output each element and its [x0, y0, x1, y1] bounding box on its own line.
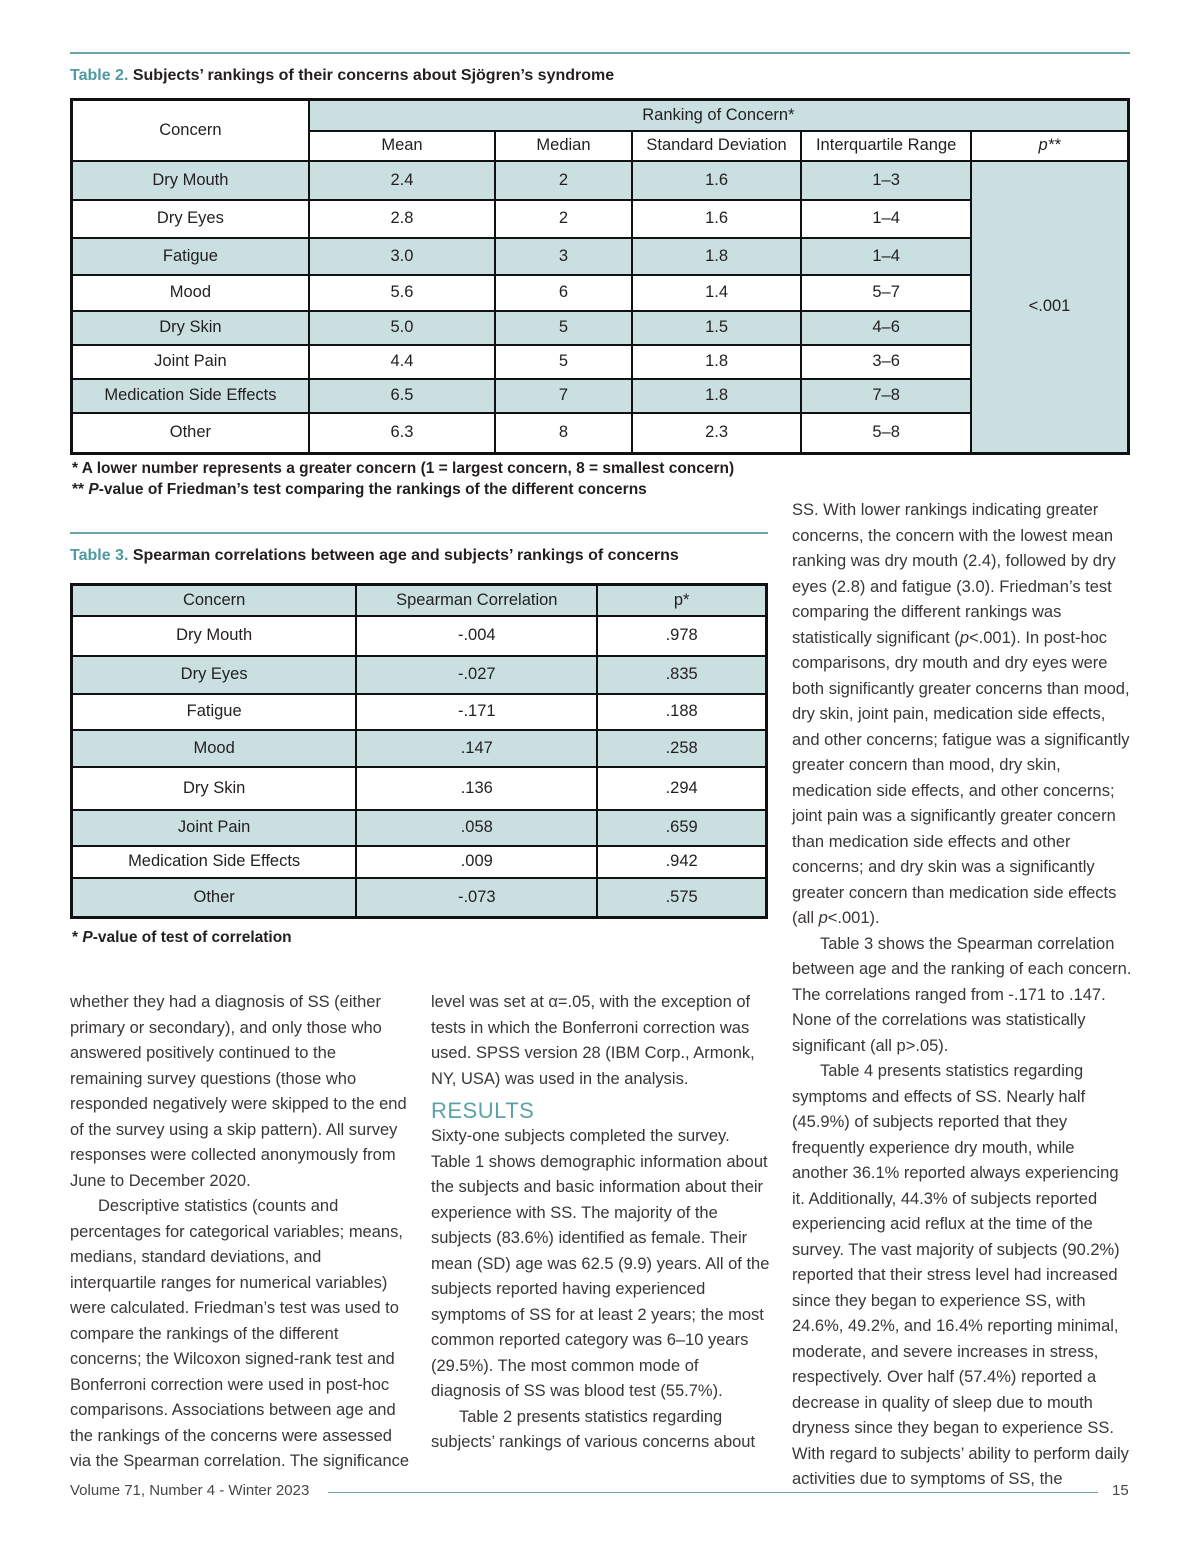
table3-cell: -.027: [356, 656, 597, 694]
table2-note1-text: * A lower number represents a greater concern (1 = largest concern, 8 = smallest concern): [72, 460, 735, 477]
table3-title: Spearman correlations between age and subjects’ rankings of concerns: [132, 547, 679, 564]
table3-cell: Medication Side Effects: [72, 846, 357, 878]
table3: [70, 583, 768, 919]
page-number: 15: [1112, 1482, 1129, 1499]
table2-cell: 1.8: [632, 379, 802, 413]
table2-cell: 5: [495, 345, 632, 379]
footer-rule: [328, 1492, 1098, 1493]
paragraph: whether they had a diagnosis of SS (either primary or secondary), and only those who answered positively continued to the remaining survey questions (those who responded negatively were skipped to the end of the survey using a skip pattern). All survey responses were collected anonymously from June to December 2020.: [70, 993, 407, 1190]
table2-cell: 4–6: [801, 311, 971, 345]
table-row: [72, 694, 767, 730]
table2-cell: 5–7: [801, 275, 971, 311]
table3-cell: .659: [597, 810, 766, 846]
body-column-3: [792, 498, 1132, 1493]
table-row: [72, 878, 767, 918]
table2-cell: 5–8: [801, 413, 971, 454]
table3-caption: [70, 546, 679, 566]
table3-cell: .575: [597, 878, 766, 918]
table2-p-value: <.001: [971, 161, 1129, 454]
table2-col-iqr: Interquartile Range: [801, 131, 971, 161]
text-run-italic: p: [959, 628, 969, 647]
table2: [70, 98, 1130, 455]
text-run: <.001). In post-hoc comparisons, dry mouth and dry eyes were both significantly greater concerns than mood, dry skin, joint pain, medication side effects, and other concerns; fatigue was a significantly greater concern than mood, dry skin, medication side effects, and other concerns; joint pain was a significantly greater concern than medication side effects and other concerns; and dry skin was a significantly greater concern than medication side effects (all: [792, 628, 1130, 927]
table3-cell: Dry Mouth: [72, 616, 357, 656]
table2-col-p: p**: [971, 131, 1129, 161]
table3-cell: .136: [356, 767, 597, 810]
table3-cell: .188: [597, 694, 766, 730]
table3-note: [72, 927, 292, 948]
paragraph: Descriptive statistics (counts and percentages for categorical variables; means, medians, standard deviations, and interquartile ranges for numerical variables) were calculated. Friedman’s test was used to compare the rankings of the different concerns; the Wilcoxon signed-rank test and Bonferroni correction were used in post-hoc comparisons. Associations between age and the rankings of the concerns were assessed via the Spearman correlation. The significance: [70, 1197, 410, 1470]
table3-cell: Other: [72, 878, 357, 918]
table2-col-median: Median: [495, 131, 632, 161]
table2-cell: 5.6: [309, 275, 495, 311]
table2-col-mean: Mean: [309, 131, 495, 161]
text-run-italic: p: [818, 909, 828, 927]
table2-cell: 5.0: [309, 311, 495, 345]
table3-cell: .942: [597, 846, 766, 878]
table3-cell: Mood: [72, 730, 357, 767]
table2-cell: Joint Pain: [72, 345, 309, 379]
table2-cell: 3–6: [801, 345, 971, 379]
paragraph: Table 3 shows the Spearman correlation between age and the ranking of each concern. The correlations ranged from -.171 to .147. None of the correlations was statistically significant (all p>.05).: [792, 934, 1132, 1055]
table2-cell: Dry Eyes: [72, 200, 309, 238]
section-heading-results: RESULTS: [431, 1098, 535, 1123]
table2-cell: 1–4: [801, 200, 971, 238]
table2-note1: [72, 458, 734, 479]
footer-journal: Volume 71, Number 4 - Winter 2023: [70, 1482, 310, 1499]
table3-cell: .258: [597, 730, 766, 767]
table-row: [72, 200, 1129, 238]
table2-cell: Dry Mouth: [72, 161, 309, 200]
table3-rule: [70, 532, 768, 534]
table-row: [72, 413, 1129, 454]
table2-cell: 1.6: [632, 161, 802, 200]
table-row: [72, 379, 1129, 413]
table-row: [72, 767, 767, 810]
table2-col-sd: Standard Deviation: [632, 131, 802, 161]
paragraph: level was set at α=.05, with the exception of tests in which the Bonferroni correction was used. SPSS version 28 (IBM Corp., Armonk, NY, USA) was used in the analysis.: [431, 993, 755, 1088]
table-row: [72, 656, 767, 694]
table-row: [72, 810, 767, 846]
table2-label: Table 2.: [70, 67, 129, 84]
table3-cell: -.073: [356, 878, 597, 918]
text-run: SS. With lower rankings indicating greater concerns, the concern with the lowest mean ranking was dry mouth (2.4), followed by dry eyes (2.8) and fatigue (3.0). Friedman’s test comparing the different rankings was statistically significant (: [792, 501, 1116, 647]
table3-col-corr: Spearman Correlation: [356, 585, 597, 616]
table3-cell: .978: [597, 616, 766, 656]
paragraph: Sixty-one subjects completed the survey. Table 1 shows demographic information about the subjects and basic information about their experience with SS. The majority of the subjects (83.6%) identified as female. Their mean (SD) age was 62.5 (9.9) years. All of the subjects reported having experienced symptoms of SS for at least 2 years; the most common reported category was 6–10 years (29.5%). The most common mode of diagnosis of SS was blood test (55.7%).: [431, 1127, 770, 1400]
table3-cell: -.004: [356, 616, 597, 656]
table2-cell: Dry Skin: [72, 311, 309, 345]
table2-header-concern: Concern: [72, 100, 309, 161]
paragraph: Table 4 presents statistics regarding symptoms and effects of SS. Nearly half (45.9%) of subjects reported that they frequently experience dry mouth, while another 36.1% reported always experiencing it. Additionally, 44.3% of subjects reported experiencing acid reflux at the time of the survey. The vast majority of subjects (90.2%) reported that their stress level had increased since they began to experience SS, with 24.6%, 49.2%, and 16.4% reporting minimal, moderate, and severe increases in stress, respectively. Over half (57.4%) reported a decrease in quality of sleep due to mouth dryness since they began to experience SS. With regard to subjects’ ability to perform daily activities due to symptoms of SS, the: [792, 1062, 1129, 1488]
body-column-2: [431, 990, 771, 1456]
table2-cell: 1–3: [801, 161, 971, 200]
table-row: [72, 730, 767, 767]
table3-cell: .835: [597, 656, 766, 694]
table2-cell: 3: [495, 238, 632, 275]
table2-cell: 2: [495, 161, 632, 200]
table2-cell: 1.5: [632, 311, 802, 345]
table2-cell: 2.8: [309, 200, 495, 238]
table2-cell: Medication Side Effects: [72, 379, 309, 413]
table3-cell: .147: [356, 730, 597, 767]
table2-cell: Mood: [72, 275, 309, 311]
table3-cell: -.171: [356, 694, 597, 730]
table2-cell: 1–4: [801, 238, 971, 275]
table-row: [72, 238, 1129, 275]
table2-cell: 5: [495, 311, 632, 345]
table2-cell: 3.0: [309, 238, 495, 275]
table2-cell: 6.5: [309, 379, 495, 413]
table2-cell: 1.6: [632, 200, 802, 238]
table2-cell: 2.3: [632, 413, 802, 454]
top-rule: [70, 52, 1130, 54]
table2-note2-p: P: [88, 481, 99, 498]
table2-cell: 2: [495, 200, 632, 238]
table2-note2-text: -value of Friedman’s test comparing the rankings of the different concerns: [98, 481, 647, 498]
table3-note-text: -value of test of correlation: [92, 929, 292, 946]
table2-cell: 2.4: [309, 161, 495, 200]
table3-cell: .058: [356, 810, 597, 846]
table2-note2-star: **: [72, 481, 85, 498]
body-column-1: [70, 990, 410, 1475]
table2-cell: 6: [495, 275, 632, 311]
table-row: [72, 311, 1129, 345]
table2-caption: [70, 66, 614, 86]
table2-cell: 4.4: [309, 345, 495, 379]
table-row: [72, 846, 767, 878]
table3-note-star: *: [72, 929, 79, 946]
table2-title: Subjects’ rankings of their concerns about Sjögren’s syndrome: [132, 67, 615, 84]
table3-col-concern: Concern: [72, 585, 357, 616]
table3-cell: Dry Skin: [72, 767, 357, 810]
table3-cell: .009: [356, 846, 597, 878]
table-row: [72, 616, 767, 656]
table3-note-p: P: [82, 929, 93, 946]
table-row: [72, 275, 1129, 311]
table2-header-ranking: Ranking of Concern*: [309, 100, 1129, 131]
text-run: <.001).: [827, 909, 880, 927]
table3-col-p: p*: [597, 585, 766, 616]
paragraph: Table 2 presents statistics regarding subjects’ rankings of various concerns about: [431, 1407, 756, 1451]
table3-cell: Joint Pain: [72, 810, 357, 846]
table2-cell: 6.3: [309, 413, 495, 454]
table2-cell: 1.4: [632, 275, 802, 311]
table2-note2: [72, 479, 647, 500]
table2-cell: 1.8: [632, 345, 802, 379]
table-row: [72, 161, 1129, 200]
table2-cell: 7–8: [801, 379, 971, 413]
table2-cell: 7: [495, 379, 632, 413]
table2-cell: Fatigue: [72, 238, 309, 275]
table2-cell: 1.8: [632, 238, 802, 275]
table3-cell: Fatigue: [72, 694, 357, 730]
table2-cell: 8: [495, 413, 632, 454]
paragraph: [792, 498, 1132, 932]
table-row: [72, 345, 1129, 379]
table3-cell: .294: [597, 767, 766, 810]
table3-cell: Dry Eyes: [72, 656, 357, 694]
table3-label: Table 3.: [70, 547, 129, 564]
table2-cell: Other: [72, 413, 309, 454]
